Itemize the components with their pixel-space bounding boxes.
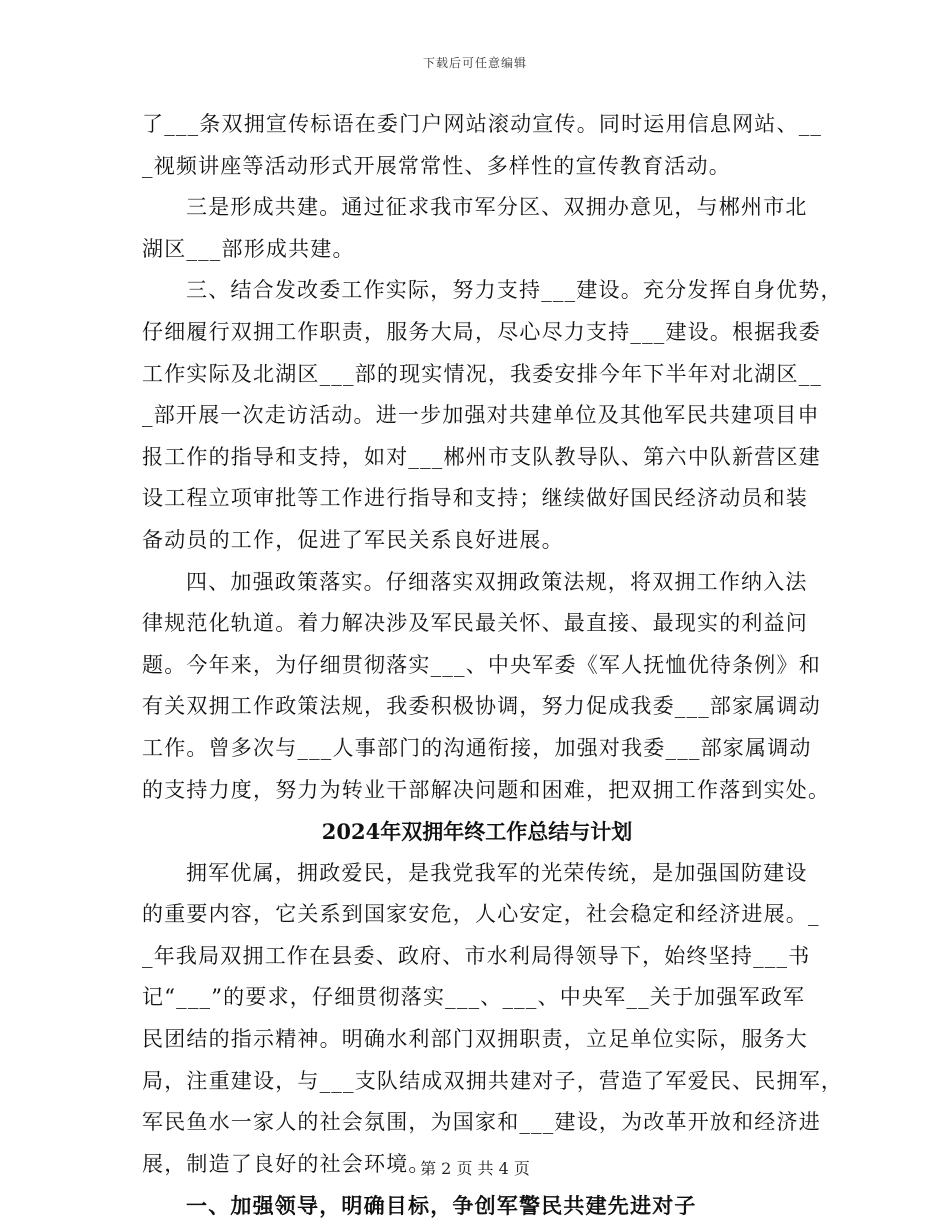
paragraph-line: 四、加强政策落实。仔细落实双拥政策法规，将双拥工作纳入法 [186, 569, 808, 594]
section-title: 2024年双拥年终工作总结与计划 [321, 819, 633, 845]
document-body [142, 104, 844, 1227]
paragraph-line: 湖区___部形成共建。 [142, 236, 355, 261]
paragraph-line: 有关双拥工作政策法规，我委积极协调，努力促成我委___部家属调动 [142, 694, 821, 719]
paragraph-line: 仔细履行双拥工作职责，服务大局，尽心尽力支持___建设。根据我委 [142, 319, 821, 344]
paragraph-line: 民团结的指示精神。明确水利部门双拥职责，立足单位实际，服务大 [142, 1027, 808, 1052]
paragraph-line: 三是形成共建。通过征求我市军分区、双拥办意见，与郴州市北 [186, 195, 808, 220]
paragraph-line: 拥军优属，拥政爱民，是我党我军的光荣传统，是加强国防建设 [186, 860, 808, 885]
paragraph-line: 题。今年来，为仔细贯彻落实___、中央军委《军人抚恤优待条例》和 [142, 652, 821, 677]
paragraph-line: 了___条双拥宣传标语在委门户网站滚动宣传。同时运用信息网站、__ [142, 112, 823, 136]
page-indicator: 第 2 页 共 4 页 [420, 1159, 530, 1178]
paragraph-line: 备动员的工作，促进了军民关系良好进展。 [142, 527, 564, 552]
paragraph-line: _年我局双拥工作在县委、政府、市水利局得领导下，始终坚持___书 [142, 943, 811, 968]
paragraph-line: _部开展一次走访活动。进一步加强对共建单位及其他军民共建项目申 [142, 403, 820, 428]
paragraph-line: 设工程立项审批等工作进行指导和支持；继续做好国民经济动员和装 [142, 486, 808, 511]
paragraph-line: 局，注重建设，与___支队结成双拥共建对子，营造了军爱民、民拥军， [142, 1068, 844, 1093]
paragraph-line: 三、结合发改委工作实际，努力支持___建设。充分发挥自身优势， [186, 278, 843, 303]
paragraph-line: 律规范化轨道。着力解决涉及军民最关怀、最直接、最现实的利益问 [142, 611, 808, 636]
paragraph-line: 军民鱼水一家人的社会氛围，为国家和___建设，为改革开放和经济进 [142, 1110, 821, 1135]
header-note: 下载后可任意编辑 [422, 56, 527, 70]
paragraph-line: 工作。曾多次与___人事部门的沟通衔接，加强对我委___部家属调动 [142, 735, 812, 760]
paragraph-line: 展，制造了良好的社会环境。 [142, 1151, 431, 1176]
paragraph-line: 的重要内容，它关系到国家安危，人心安定，社会稳定和经济进展。_ [142, 902, 820, 927]
section-heading: 一、加强领导，明确目标，争创军警民共建先进对子 [186, 1193, 697, 1219]
paragraph-line: 的支持力度，努力为转业干部解决问题和困难，把双拥工作落到实处。 [142, 777, 831, 802]
paragraph-line: 报工作的指导和支持，如对___郴州市支队教导队、第六中队新营区建 [142, 444, 821, 469]
paragraph-line: 工作实际及北湖区___部的现实情况，我委安排今年下半年对北湖区__ [142, 361, 823, 386]
paragraph-line: _视频讲座等活动形式开展常常性、多样性的宣传教育活动。 [142, 153, 731, 178]
paragraph-line: 记“___”的要求，仔细贯彻落实___、___、中央军__关于加强军政军 [142, 985, 806, 1010]
